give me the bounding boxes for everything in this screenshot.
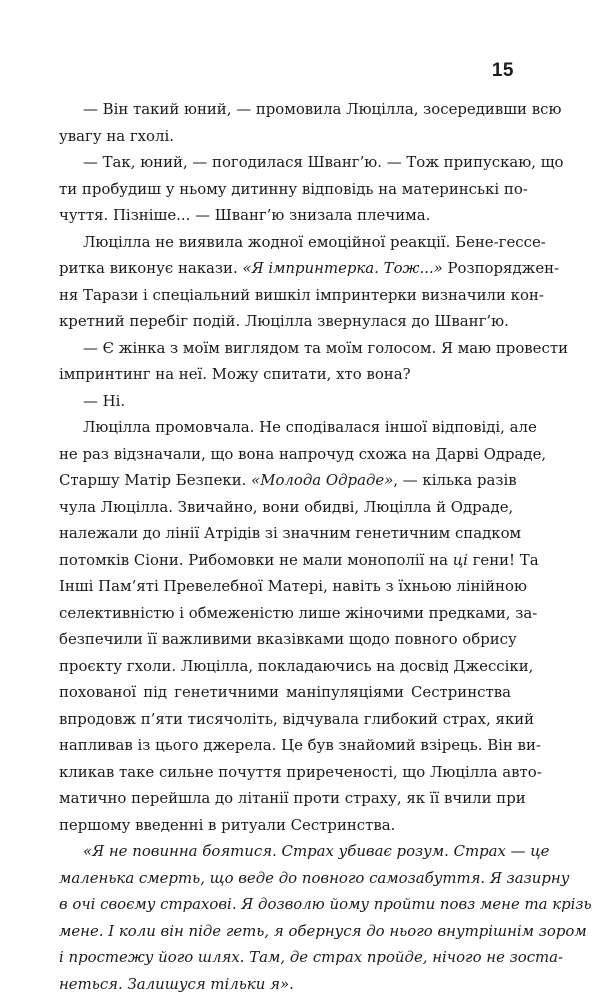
text-segment: Люцілла промовчала. Не сподівалася іншої відповіді, але [83,418,537,436]
text-line [83,335,568,361]
text-segment: — Є жінка з моїм виглядом та моїм голосом. Я маю провести [83,338,568,357]
text-line [59,679,511,705]
text-segment: потомків Сіони. Рибомовки не мали монополії на [59,550,453,569]
text-line [59,891,592,917]
text-line [59,467,517,493]
text-segment: ритка виконує накази. [59,259,243,277]
text-line [59,123,174,149]
text-line [59,944,564,970]
text-line [59,600,538,626]
italic-text: «Я імпринтерка. Тож...» [242,259,443,277]
text-line [59,785,526,811]
text-line [59,176,528,202]
text-line [59,706,535,732]
text-segment: проєкту гхоли. Люцілла, покладаючись на досвід Джессіки, [59,656,534,675]
text-line [59,520,522,546]
italic-text: і простежу його шлях. Там, де страх пройде, нічого не зоста- [59,948,564,966]
text-segment: кликав таке сильне почуття приреченості, що Люцілла авто- [59,762,542,781]
text-segment: імпринтинг на неї. Можу спитати, хто вона? [59,365,411,383]
text-line [83,414,537,440]
text-segment: Люцілла не виявила жодної емоційної реакції. Бене-гессе- [83,232,546,251]
text-line [59,202,430,228]
text-line [59,361,411,387]
text-segment: Розпоряджен- [442,259,560,277]
text-segment: напливав із цього джерела. Це був знайомий взірець. Він ви- [59,736,541,754]
text-segment: ня Тарази і спеціальний вишкіл імпринтерки визначили кон- [59,285,544,304]
page-number: 15 [491,60,514,81]
text-segment: не раз відзначали, що вона напрочуд схожа на Дарві Одраде, [59,444,547,463]
text-line [59,812,395,838]
text-line [59,653,534,679]
text-line [59,308,509,334]
text-line [83,96,562,122]
text-segment: селективністю і обмеженістю лише жіночими предками, за- [59,603,538,622]
text-segment: — Так, юний, — погодилася Шванг’ю. — Тож припускаю, що [83,153,564,171]
text-line [59,255,560,281]
italic-text: «Я не повинна боятися. Страх убиває розум. Страх — це [83,842,550,860]
text-segment: чула Люцілла. Звичайно, вони обидві, Люцілла й Одраде, [59,497,514,516]
text-segment: кретний перебіг подій. Люцілла звернулася до Шванг’ю. [59,312,509,330]
italic-text: мене. І коли він піде геть, я обернуся до нього внутрішнім зором [59,921,587,940]
text-segment: . [289,974,294,993]
text-segment: — Ні. [83,391,126,410]
text-line [59,573,527,599]
text-line [83,229,546,255]
italic-text: в очі своєму страхові. Я дозволю йому пройти повз мене та крізь [59,895,592,913]
text-line [83,838,550,864]
italic-text: «Молода Одраде» [251,471,394,489]
text-line [83,388,125,414]
text-line [59,547,539,573]
italic-text: маленька смерть, що веде до повного самозабуття. Я зазирну [59,868,570,887]
text-segment: увагу на гхолі. [59,126,174,145]
text-segment: Інші Пам’яті Превелебної Матері, навіть з їхньою лінійною [59,577,527,595]
text-line [59,732,541,758]
text-segment: безпечили її важливими вказівками щодо повного обрису [59,630,517,648]
text-segment: першому введенні в ритуали Сестринства. [59,815,396,834]
text-segment: , — кілька разів [393,471,517,489]
text-segment: гени! Та [467,550,539,569]
italic-text: неться. Залишуся тільки я» [59,974,290,993]
text-line [59,918,587,944]
text-line [59,282,544,308]
text-line [59,494,514,520]
text-line [59,759,542,785]
text-segment: похованої під генетичними маніпуляціями Сестринства [59,683,511,701]
text-line [59,626,517,652]
text-line [59,971,294,997]
text-segment: матично перейшла до літанії проти страху, як її вчили при [59,789,526,807]
text-line [83,149,564,175]
text-segment: чуття. Пізніше... — Шванг’ю знизала плечима. [59,206,431,224]
text-segment: — Він такий юний, — промовила Люцілла, зосередивши всю [83,100,562,118]
italic-text: ці [452,550,468,569]
text-segment: Старшу Матір Безпеки. [59,471,252,489]
text-segment: впродовж п’яти тисячоліть, відчувала глибокий страх, який [59,709,535,728]
text-line [59,441,547,467]
text-segment: ти пробудиш у ньому дитинну відповідь на материнські по- [59,179,528,198]
text-segment: належали до лінії Атрідів зі значним генетичним спадком [59,524,522,542]
text-line [59,865,570,891]
